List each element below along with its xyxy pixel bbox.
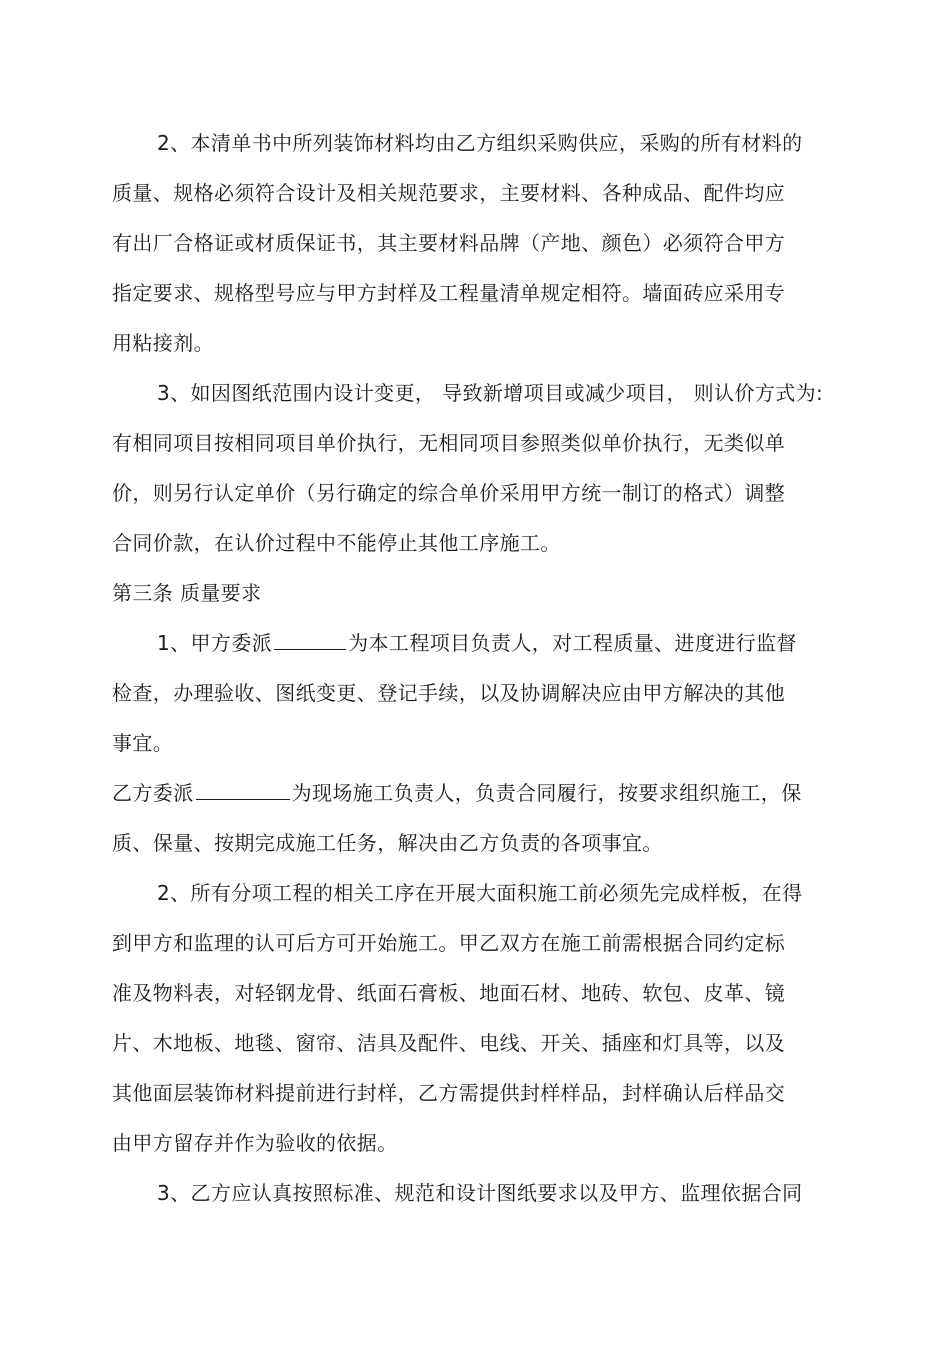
section-heading-article-3: 第三条 质量要求 [112,581,262,605]
party-a-appoints-text: 1、甲方委派 [157,631,273,655]
quality-item-1-line-2: 检查，办理验收、图纸变更、登记手续，以及协调解决应由甲方解决的其他 [112,681,786,705]
party-a-rep-role-text: 为本工程项目负责人，对工程质量、进度进行监督 [348,631,797,655]
paragraph-3-line-2: 有相同项目按相同项目单价执行，无相同项目参照类似单价执行，无类似单 [112,431,786,455]
paragraph-3-line-3: 价，则另行认定单价（另行确定的综合单价采用甲方统一制订的格式）调整 [112,481,786,505]
quality-item-2-line-5: 其他面层装饰材料提前进行封样，乙方需提供封样样品，封样确认后样品交 [112,1081,786,1105]
quality-item-2-line-1: 2、所有分项工程的相关工序在开展大面积施工前必须先完成样板，在得 [157,881,803,905]
paragraph-3-line-1: 3、如因图纸范围内设计变更， 导致新增项目或减少项目， 则认价方式为: [157,381,824,405]
paragraph-3-line-4: 合同价款，在认价过程中不能停止其他工序施工。 [112,531,561,555]
quality-item-2-line-4: 片、木地板、地毯、窗帘、洁具及配件、电线、开关、插座和灯具等，以及 [112,1031,786,1055]
quality-item-3-line-1: 3、乙方应认真按照标准、规范和设计图纸要求以及甲方、监理依据合同 [157,1181,803,1205]
paragraph-2-line-2: 质量、规格必须符合设计及相关规范要求，主要材料、各种成品、配件均应 [112,181,786,205]
quality-item-2-line-3: 准及物料表，对轻钢龙骨、纸面石膏板、地面石材、地砖、软包、皮革、镜 [112,981,786,1005]
quality-item-1-line-3: 事宜。 [112,731,174,755]
party-b-rep-blank [196,781,290,800]
paragraph-2-line-4: 指定要求、规格型号应与甲方封样及工程量清单规定相符。墙面砖应采用专 [112,281,786,305]
quality-item-2-line-2: 到甲方和监理的认可后方可开始施工。甲乙双方在施工前需根据合同约定标 [112,931,786,955]
paragraph-2-line-3: 有出厂合格证或材质保证书，其主要材料品牌（产地、颜色）必须符合甲方 [112,231,786,255]
party-b-appoint-line-2: 质、保量、按期完成施工任务，解决由乙方负责的各项事宜。 [112,831,663,855]
paragraph-2-line-5: 用粘接剂。 [112,331,214,355]
quality-item-1-line-1 [157,630,797,656]
party-b-appoint-line-1 [112,780,802,806]
quality-item-2-line-6: 由甲方留存并作为验收的依据。 [112,1131,398,1155]
paragraph-2-line-1: 2、本清单书中所列装饰材料均由乙方组织采购供应，采购的所有材料的 [157,131,803,155]
party-b-rep-role-text: 为现场施工负责人，负责合同履行，按要求组织施工，保 [291,781,802,805]
party-b-appoints-text: 乙方委派 [112,781,194,805]
party-a-rep-blank [274,631,346,650]
